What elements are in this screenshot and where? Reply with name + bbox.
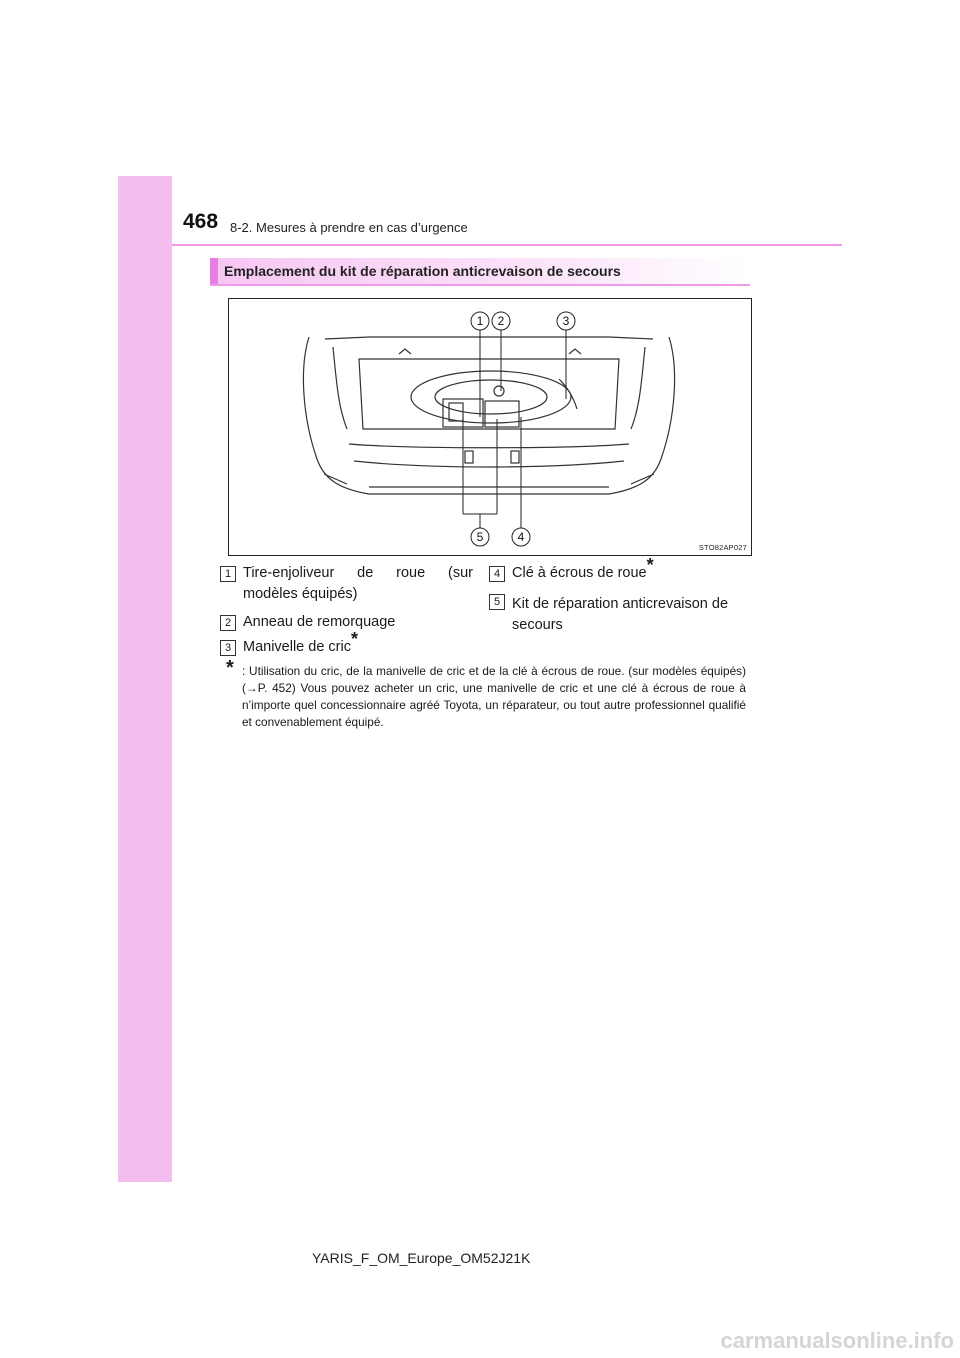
watermark: carmanualsonline.info <box>720 1328 954 1353</box>
section-title: Emplacement du kit de réparation anticrevaison de secours <box>224 263 621 279</box>
footer-doc-id: YARIS_F_OM_Europe_OM52J21K <box>312 1250 531 1266</box>
footnote-text: : Utilisation du cric, de la manivelle de cric et de la clé à écrous de roue. (sur modèles équipés) (→P. 452) Vous pouvez acheter un cric, une manivelle de cric et une clé à écrous de roue à n’importe quel concessionnaire agréé Toyota, un réparateur, ou tout autre professionnel qualifié et convenablement équipé. <box>242 664 746 729</box>
legend-item-3 <box>243 629 359 658</box>
callout-3: 3 <box>562 314 570 328</box>
legend-item-5-line1: Kit de réparation anticrevaison de <box>512 596 729 612</box>
legend-number-5: 5 <box>489 594 505 610</box>
legend-number-4: 4 <box>489 566 505 582</box>
header-rule <box>172 244 842 246</box>
footnote-mark: * <box>226 657 234 679</box>
legend-number-3: 3 <box>220 640 236 656</box>
callout-1: 1 <box>476 314 484 328</box>
asterisk-mark: * <box>646 555 654 575</box>
page-number: 468 <box>183 210 219 233</box>
callout-2: 2 <box>497 314 505 328</box>
legend-item-3-label: Manivelle de cric <box>243 639 351 655</box>
side-band <box>118 176 172 1182</box>
chapter-title: 8-2. Mesures à prendre en cas d’urgence <box>230 220 468 235</box>
trunk-illustration <box>228 298 752 556</box>
legend-item-2: Anneau de remorquage <box>243 614 396 630</box>
legend-number-2: 2 <box>220 615 236 631</box>
callout-4: 4 <box>517 530 525 544</box>
asterisk-mark: * <box>351 629 359 649</box>
legend-item-4 <box>512 555 654 584</box>
legend-item-4-label: Clé à écrous de roue <box>512 565 647 581</box>
figure-code: STO82AP027 <box>698 543 747 552</box>
legend-item-1-line1: Tire-enjoliveur de roue (sur <box>243 565 473 581</box>
legend-number-1: 1 <box>220 566 236 582</box>
callout-5: 5 <box>476 530 484 544</box>
car-rear-drawing <box>229 299 751 555</box>
legend-item-1-line2: modèles équipés) <box>243 586 358 602</box>
legend-item-5-line2: secours <box>512 617 563 633</box>
footnote <box>226 657 746 731</box>
